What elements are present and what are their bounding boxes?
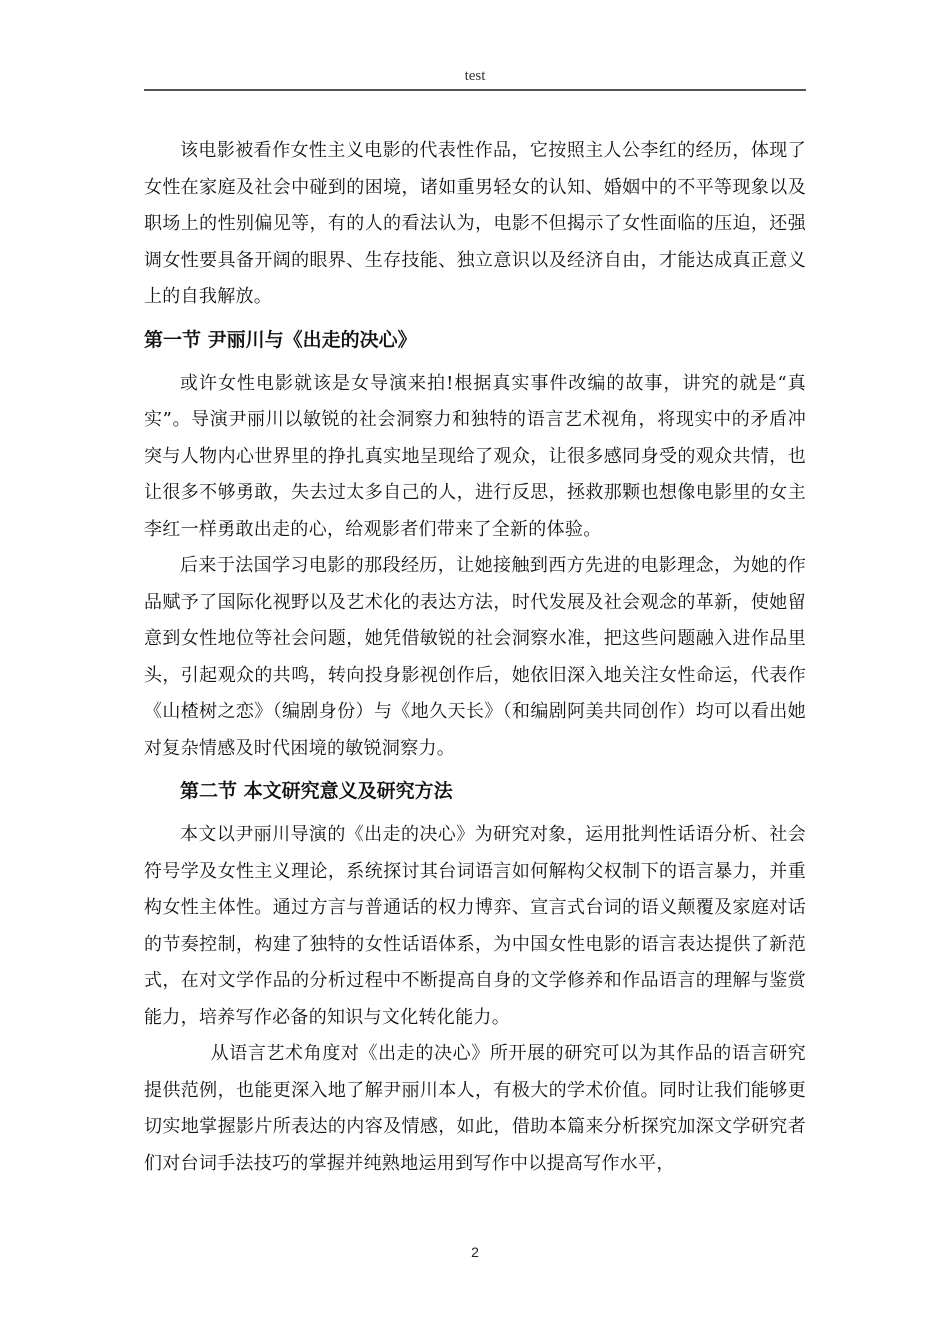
- paragraph-research-significance: 从语言艺术角度对《出走的决心》所开展的研究可以为其作品的语言研究提供范例，也能更深入地了解尹丽川本人，有极大的学术价值。同时让我们能够更切实地掌握影片所表达的内容及情感，如此，借助本篇来分析探究加深文学研究者们对台词手法技巧的掌握并纯熟地运用到写作中以提高写作水平，: [144, 1043, 806, 1174]
- section-heading-2: 第二节 本文研究意义及研究方法: [180, 780, 453, 802]
- paragraph-research-object: 本文以尹丽川导演的《出走的决心》为研究对象，运用批判性话语分析、社会符号学及女性主义理论，系统探讨其台词语言如何解构父权制下的语言暴力，并重构女性主体性。通过方言与普通话的权力博弈、宣言式台词的语义颠覆及家庭对话的节奏控制，构建了独特的女性话语体系，为中国女性电影的语言表达提供了新范式，在对文学作品的分析过程中不断提高自身的文学修养和作品语言的理解与鉴赏能力，培养写作必备的知识与文化转化能力。: [144, 824, 806, 1028]
- paragraph-director-background: 后来于法国学习电影的那段经历，让她接触到西方先进的电影理念，为她的作品赋予了国际化视野以及艺术化的表达方法，时代发展及社会观念的革新，使她留意到女性地位等社会问题，她凭借敏锐的社会洞察水准，把这些问题融入进作品里头，引起观众的共鸣，转向投身影视创作后，她依旧深入地关注女性命运，代表作《山楂树之恋》（编剧身份）与《地久天长》（和编剧阿美共同创作）均可以看出她对复杂情感及时代困境的敏锐洞察力。: [144, 555, 806, 759]
- paragraph-director-intro: 或许女性电影就该是女导演来拍!根据真实事件改编的故事，讲究的就是“真实”。导演尹丽川以敏锐的社会洞察力和独特的语言艺术视角，将现实中的矛盾冲突与人物内心世界里的挣扎真实地呈现给了观众，让很多感同身受的观众共情，也让很多不够勇敢，失去过太多自己的人，进行反思，拯救那颗也想像电影里的女主李红一样勇敢出走的心，给观影者们带来了全新的体验。: [144, 372, 806, 540]
- page-body: [144, 133, 806, 1182]
- header-divider: [144, 89, 806, 91]
- page-header: test: [464, 68, 486, 84]
- section-heading-1: 第一节 尹丽川与《出走的决心》: [144, 328, 417, 351]
- page-number: 2: [471, 1244, 479, 1260]
- paragraph-intro: 该电影被看作女性主义电影的代表性作品，它按照主人公李红的经历，体现了女性在家庭及社会中碰到的困境，诸如重男轻女的认知、婚姻中的不平等现象以及职场上的性别偏见等，有的人的看法认为，电影不但揭示了女性面临的压迫，还强调女性要具备开阔的眼界、生存技能、独立意识以及经济自由，才能达成真正意义上的自我解放。: [144, 140, 806, 307]
